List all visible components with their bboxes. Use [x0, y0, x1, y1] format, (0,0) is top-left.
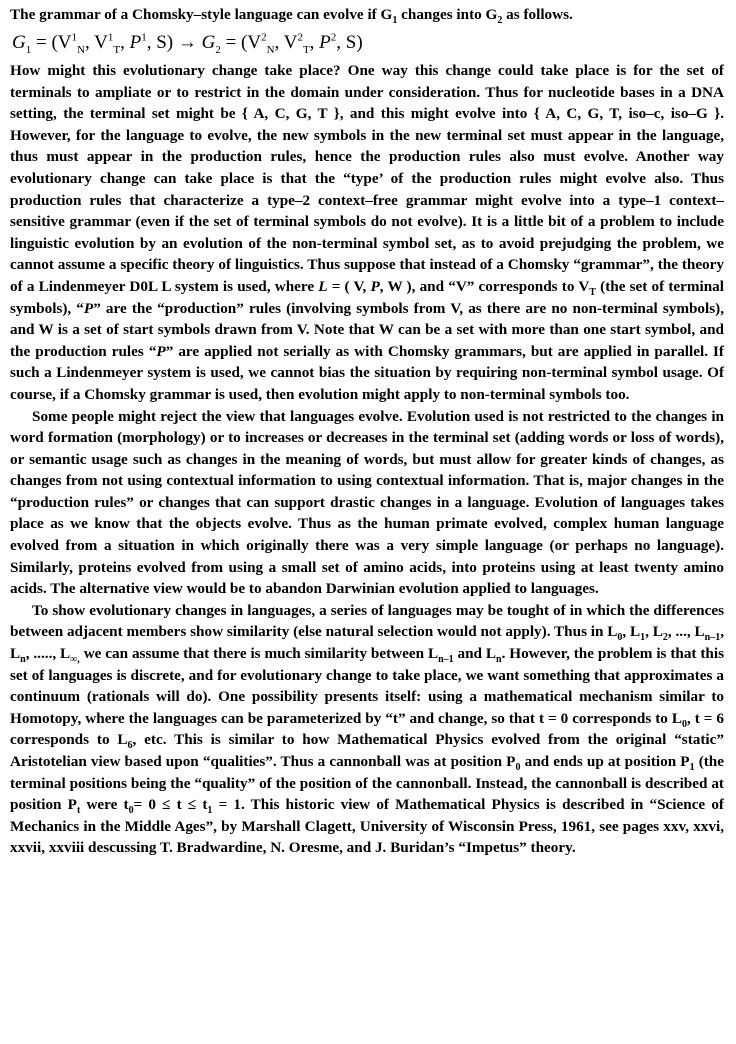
- intro-heading: The grammar of a Chomsky–style language can evolve if $G_1$ changes into $G_2$ as follows.: [10, 6, 573, 27]
- paragraph-languages-evolve: Some people might reject the view that languages evolve. Evolution used is not restricted to the changes in word formation (morphology) or to increases or decreases in the terminal set (adding words or loss of words), or semantic usage such as changes in the meaning of words, but must allow for greater kinds of changes, as changes from not using contextual information to using contextual information. That is, major changes in the “production rules” or changes that can support drastic changes in a language. Evolution of languages takes place as we know that the objects evolve. Thus as the human primate evolved, complex human language evolved from a situation in which originally there was a very simple language (or perhaps no language). Similarly, proteins evolved from using a small set of amino acids, into proteins using at least twenty amino acids. The alternative view would be to abandon Darwinian evolution applied to languages.: [10, 407, 724, 598]
- paragraph-series-of-languages: To show evolutionary changes in languages, a series of languages may be tought of in which the differences between adjacent members show similarity (else natural selection would not apply). Thus in $L_0$, $L_1$, $L_2$, ..., $L_{n-1}$, $L_n$, ....., $L_{\infty,}$ we can assume that there is much similarity between $L_{n-1}$ and $L_n$. However, the problem is that this set of languages is discrete, and for evolutionary change to take place, we want something that approximates a continuum (rationals will do). One possibility presents itself: using a mathematical mechanism similar to Homotopy, where the languages can be parameterized by “t” and change, so that t = 0 corresponds to $L_0$, t = 6 corresponds to $L_6$, etc. This is similar to how Mathematical Physics evolved from the original “static” Aristotelian view based upon “qualities”. Thus a cannonball was at position $P_0$ and ends up at position $P_1$ (the terminal positions being the “quality” of the position of the cannonball. Instead, the cannonball is described at position $P_t$ were $t_0= 0 \le t \le t_1 = 1$. This historic view of Mathematical Physics is described in “Science of Mechanics in the Middle Ages”, by Marshall Clagett, University of Wisconsin Press, 1961, see pages xxv, xxvi, xxvii, xxviii descussing T. Bradwardine, N. Oresme, and J. Buridan’s “Impetus” theory.: [10, 601, 724, 857]
- paragraph-evolution-mechanisms: How might this evolutionary change take place? One way this change could take place is for the set of terminals to ampliate or to restrict in the domain under consideration. Thus for nucleotide bases in a DNA setting, the terminal set might be { A, C, G, T }, and this might evolve into { A, C, G, T, iso–c, iso–G }. However, for the language to evolve, the new symbols in the new terminal set must appear in the language, thus must appear in the production rules, hence the production rules also must evolve. Another way evolutionary change can take place is that the “type’ of the production rules might evolve also. Thus production rules that characterize a type–2 context–free grammar might evolve into a type–1 context–sensitive grammar (even if the set of terminal symbols do not evolve). It is a little bit of a problem to include linguistic evolution by an evolution of the non-terminal symbol set, as to avoid prejudging the problem, we cannot assume a specific theory of linguistics. Thus suppose that instead of a Chomsky “grammar”, the theory of a Lindenmeyer D0L L system is used, where L = ( V, P, W ), and “V” corresponds to $V_T$ (the set of terminal symbols), “P” are the “production” rules (involving symbols from V, as there are no non-terminal symbols), and W is a set of start symbols drawn from V. Note that W can be a set with more than one start symbol, and the production rules “P” are applied not serially as with Chomsky grammars, but are applied in parallel. If such a Lindenmeyer system is used, we cannot bias the situation by requiring non-terminal symbol usage. Of course, if a Chomsky grammar is used, then evolution might apply to non-terminal symbols too.: [10, 62, 724, 403]
- grammar-evolution-formula: $G_1 = (V^1_N$, $V^1_T$, $P^1$, $S) \to G_2 = (V^2_N$, $V^2_T$, $P^2$, S): [12, 31, 363, 56]
